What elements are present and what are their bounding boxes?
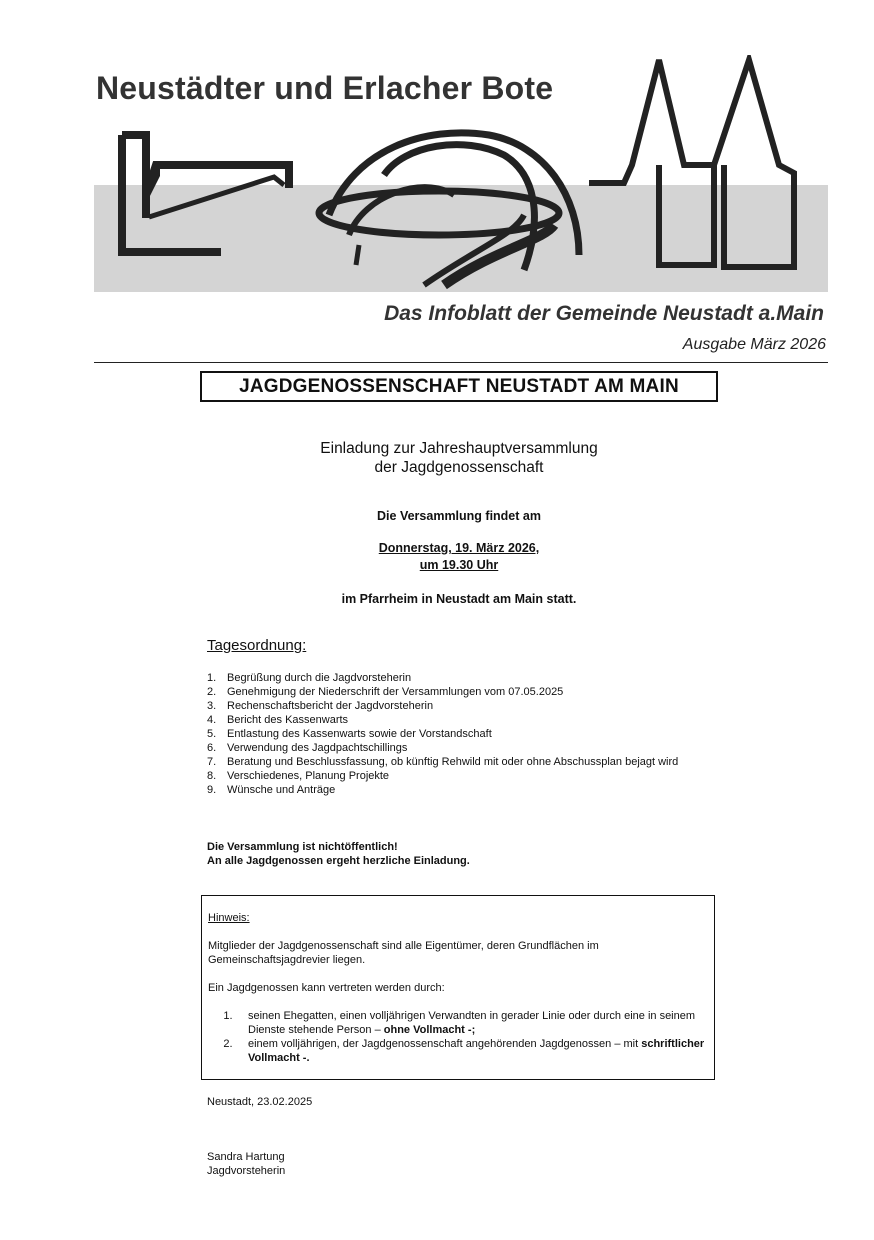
note-list-item [208, 1009, 708, 1037]
note-paragraph-2: Ein Jagdgenossen kann vertreten werden durch: [208, 982, 445, 994]
agenda-item-number: 6. [207, 742, 217, 754]
invitation-title-line-1: Einladung zur Jahreshauptversammlung [320, 440, 598, 457]
signer-name: Sandra Hartung [207, 1151, 285, 1163]
agenda-item-text: Rechenschaftsbericht der Jagdvorsteherin [227, 700, 434, 712]
agenda-item [207, 671, 717, 685]
note-paragraph-1: Mitglieder der Jagdgenossenschaft sind alle Eigentümer, deren Grundflächen im Gemeinschaftsjagdrevier liegen. [208, 940, 599, 966]
header-divider [94, 362, 828, 363]
meeting-place: im Pfarrheim in Neustadt am Main statt. [341, 592, 577, 606]
agenda-item [207, 755, 717, 769]
agenda-item [207, 769, 717, 783]
agenda-item-number: 7. [207, 756, 217, 768]
note-box [201, 895, 715, 1080]
signer-role: Jagdvorsteherin [207, 1165, 286, 1177]
agenda-item-number: 9. [207, 784, 217, 796]
agenda-item-text: Genehmigung der Niederschrift der Versammlungen vom 07.05.2025 [227, 686, 564, 698]
agenda-heading: Tagesordnung: [207, 637, 307, 654]
note-item-emphasis: ohne Vollmacht -; [383, 1024, 476, 1036]
place-date: Neustadt, 23.02.2025 [207, 1096, 313, 1108]
agenda-item-text: Bericht des Kassenwarts [227, 714, 349, 726]
agenda-item [207, 783, 717, 797]
meeting-intro: Die Versammlung findet am [377, 509, 541, 523]
agenda-item-number: 4. [207, 714, 217, 726]
agenda-item-text: Beratung und Beschlussfassung, ob künftig Rehwild mit oder ohne Abschussplan bejagt wird [227, 756, 679, 768]
agenda-item-text: Entlastung des Kassenwarts sowie der Vorstandschaft [227, 728, 492, 740]
note-list [208, 1009, 708, 1065]
meeting-time-text: um 19.30 Uhr [419, 558, 499, 572]
note-item-body: einem volljährigen, der Jagdgenossenschaft angehörenden Jagdgenossen – mit [248, 1038, 642, 1050]
issue-label: Ausgabe März 2026 [682, 336, 826, 353]
meeting-date [200, 541, 718, 555]
agenda-list [207, 671, 717, 797]
agenda-item [207, 727, 717, 741]
agenda-item-number: 2. [207, 686, 217, 698]
section-title: JAGDGENOSSENSCHAFT NEUSTADT AM MAIN [239, 375, 679, 397]
agenda-item-number: 3. [207, 700, 217, 712]
meeting-date-text: Donnerstag, 19. März 2026, [378, 541, 540, 555]
note-item-number: 2. [223, 1038, 233, 1050]
note-item-emphasis: schriftlicher Vollmacht -. [248, 1038, 705, 1064]
note-item-body: seinen Ehegatten, einen volljährigen Verwandten in gerader Linie oder durch eine in seinem Dienste stehende Person – [248, 1010, 696, 1036]
agenda-item-text: Verschiedenes, Planung Projekte [227, 770, 390, 782]
note-list-item [208, 1037, 708, 1065]
agenda-item [207, 685, 717, 699]
agenda-item-number: 5. [207, 728, 217, 740]
agenda-item-text: Wünsche und Anträge [227, 784, 336, 796]
invitation-title-line-2: der Jagdgenossenschaft [374, 459, 544, 476]
closing-line-1: Die Versammlung ist nichtöffentlich! [207, 841, 398, 853]
note-item-text [248, 1037, 708, 1065]
agenda-item [207, 699, 717, 713]
agenda-item [207, 741, 717, 755]
note-item-text [248, 1009, 708, 1037]
masthead-subtitle: Das Infoblatt der Gemeinde Neustadt a.Main [384, 302, 824, 325]
agenda-item-number: 1. [207, 672, 217, 684]
agenda-item-text: Verwendung des Jagdpachtschillings [227, 742, 408, 754]
closing-line-2: An alle Jagdgenossen ergeht herzliche Einladung. [207, 855, 470, 867]
note-item-number: 1. [223, 1010, 233, 1022]
masthead-title: Neustädter und Erlacher Bote [96, 70, 554, 106]
note-title: Hinweis: [208, 912, 250, 924]
meeting-time [200, 558, 718, 572]
agenda-item-text: Begrüßung durch die Jagdvorsteherin [227, 672, 412, 684]
agenda-item [207, 713, 717, 727]
section-header-box [200, 371, 718, 402]
agenda-item-number: 8. [207, 770, 217, 782]
